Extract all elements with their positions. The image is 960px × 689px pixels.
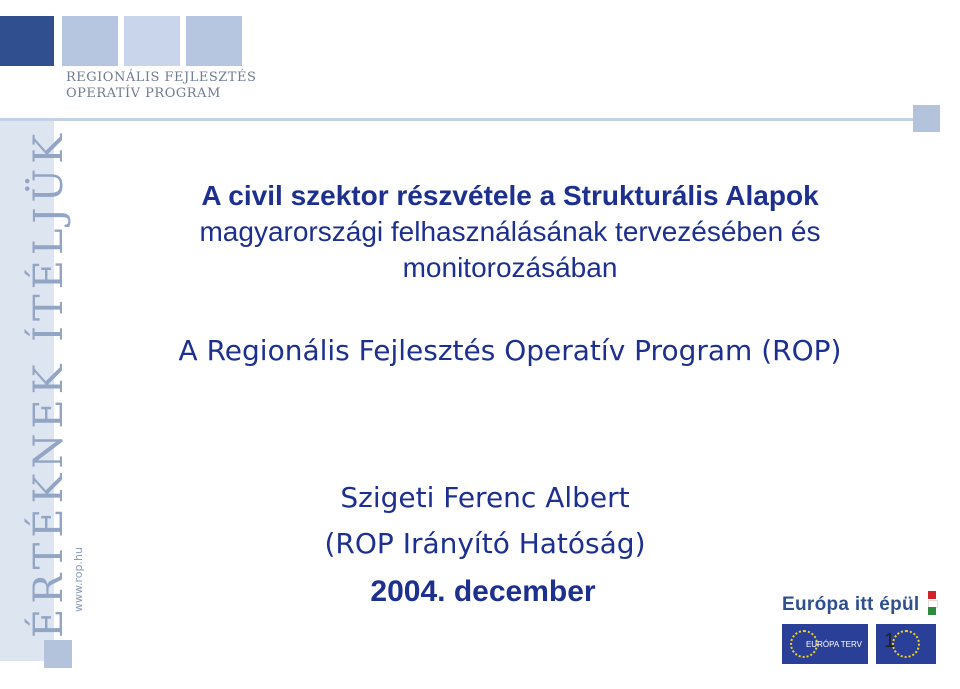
logo-square-dark: [0, 16, 54, 66]
eu-flag-stars-icon: [892, 630, 920, 658]
slide-date: 2004. december: [370, 575, 596, 608]
logo-castle-icon: [62, 16, 118, 66]
hungarian-flag-green: [928, 607, 936, 615]
logo-line-1: REGIONÁLIS FEJLESZTÉS: [66, 70, 257, 85]
sidebar-slogan: ÉRTÉKNEK ÍTÉLJÜK: [26, 128, 72, 638]
author-organization: (ROP Irányító Hatóság): [324, 527, 646, 560]
europa-terv-label: EURÓPA TERV: [805, 640, 862, 649]
header-rule: [0, 118, 934, 121]
title-line-2: magyarországi felhasználásának tervezésében és: [199, 216, 821, 247]
bottom-square: [44, 640, 72, 668]
sidebar-url: www.rop.hu: [72, 547, 85, 612]
title-line-3: monitorozásában: [402, 252, 618, 283]
corner-square: [913, 105, 940, 132]
logo-stars-icon: [186, 16, 242, 66]
slide-subtitle: A Regionális Fejlesztés Operatív Program (ROP): [178, 334, 842, 367]
page-number: 1: [884, 630, 896, 652]
slide-title: [100, 178, 920, 286]
logo-river-icon: [124, 16, 180, 66]
author-name: Szigeti Ferenc Albert: [340, 481, 630, 514]
logo-line-2: OPERATÍV PROGRAM: [66, 86, 221, 101]
hungarian-flag-icon: [928, 591, 936, 599]
program-logo-text: [66, 70, 256, 102]
title-line-1: A civil szektor részvétele a Strukturális Alapok: [201, 180, 819, 211]
europa-terv-logo: [782, 624, 868, 664]
eu-badge-title: Európa itt épül: [782, 594, 920, 615]
